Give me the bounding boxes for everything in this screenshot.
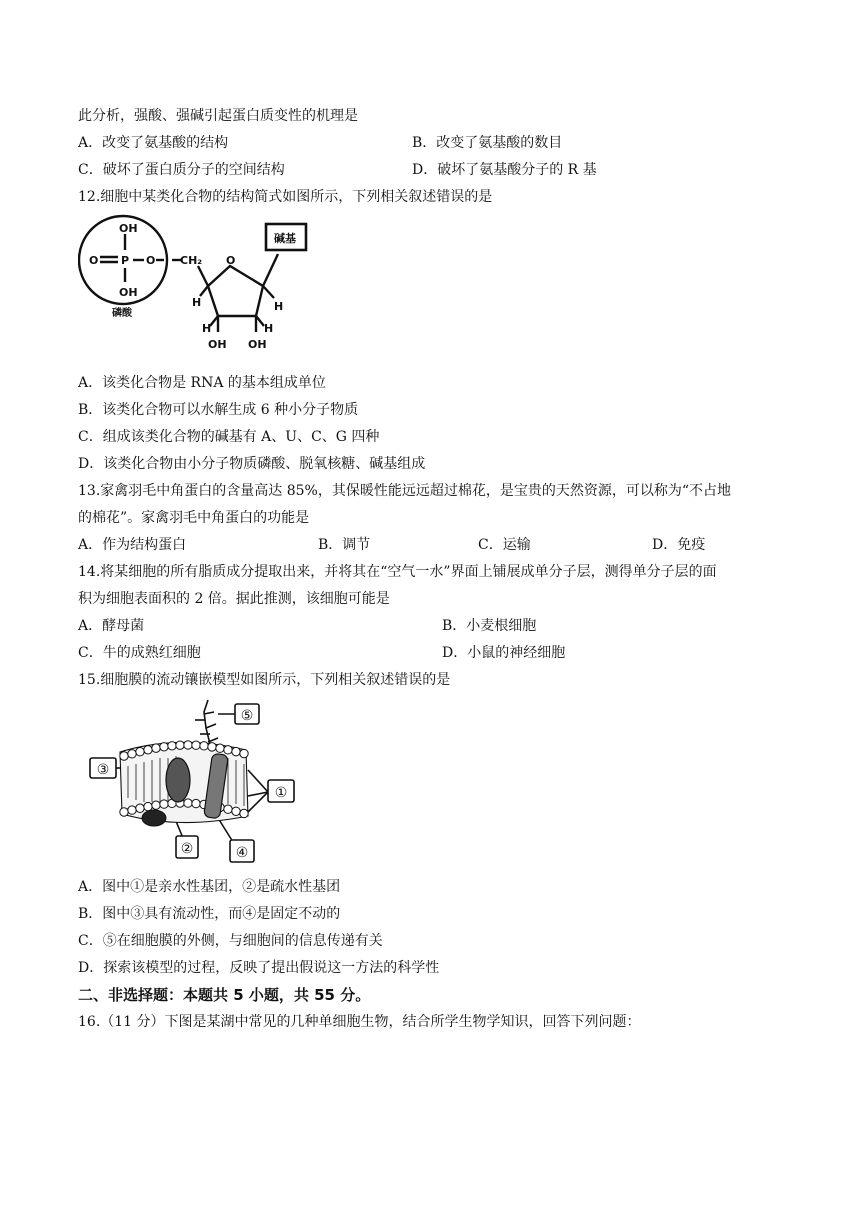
q12-option-d: D．该类化合物由小分子物质磷酸、脱氧核糖、碱基组成 [78,456,426,472]
label-4: ④ [235,845,249,861]
phospholipid-head [224,746,232,754]
phosphate-o-double: O [89,254,99,267]
phospholipid-head [168,742,176,750]
q12-option-a: A．该类化合物是 RNA 的基本组成单位 [78,375,326,391]
ring-oxygen: O [226,254,236,267]
q13-option-c: C．运输 [478,537,531,553]
label-5: ⑤ [240,708,254,724]
oh-label-2prime: OH [208,338,227,351]
phospholipid-head [240,809,248,817]
h-label-3: H [264,322,274,335]
phospholipid-head [120,752,128,760]
q11-option-a: A．改变了氨基酸的结构 [78,135,229,151]
phospholipid-head [240,749,248,757]
h-label-2: H [202,322,212,335]
q14-stem-line2: 积为细胞表面积的 2 倍。据此推测，该细胞可能是 [78,591,390,607]
phospholipid-head [224,805,232,813]
q16-stem: 16.（11 分）下图是某湖中常见的几种单细胞生物，结合所学生物学知识，回答下列问题： [78,1014,641,1030]
q12-option-c: C．组成该类化合物的碱基有 A、U、C、G 四种 [78,429,380,445]
phospholipid-head [136,748,144,756]
phospholipid-head [232,807,240,815]
nucleotide-structure-figure [78,214,318,356]
q13-option-b: B．调节 [318,537,371,553]
phospholipid-head [144,802,152,810]
phospholipid-head [128,750,136,758]
phospholipid-head [192,799,200,807]
ch2-label: CH₂ [180,254,203,267]
q13-stem-line2: 的棉花”。家禽羽毛中角蛋白的功能是 [78,510,310,526]
q14-option-c: C．牛的成熟红细胞 [78,645,201,661]
phosphate-p: P [121,254,130,267]
q15-option-d: D．探索该模型的过程，反映了提出假说这一方法的科学性 [78,960,440,976]
phospholipid-head [216,744,224,752]
phosphate-label: 磷酸 [112,308,132,319]
q11-stem-tail: 此分析，强酸、强碱引起蛋白质变性的机理是 [78,108,358,124]
q12-option-b: B．该类化合物可以水解生成 6 种小分子物质 [78,402,359,418]
q13-option-d: D．免疫 [652,537,706,553]
phosphate-oh-top: OH [119,222,138,235]
h-label-1: H [192,296,202,309]
section-2-title: 二、非选择题：本题共 5 小题，共 55 分。 [78,986,371,1004]
phospholipid-head [176,741,184,749]
phospholipid-head [208,743,216,751]
phospholipid-head [120,808,128,816]
label-2: ② [180,841,194,857]
q13-option-a: A．作为结构蛋白 [78,537,187,553]
q14-option-a: A．酵母菌 [78,618,145,634]
q14-stem-line1: 14.将某细胞的所有脂质成分提取出来，并将其在“空气一水”界面上铺展成单分子层，测得单分子层的面 [78,564,717,580]
phospholipid-head [192,741,200,749]
q15-stem: 15.细胞膜的流动镶嵌模型如图所示，下列相关叙述错误的是 [78,672,451,688]
phospholipid-head [136,804,144,812]
phospholipid-head [152,801,160,809]
h-label-4: H [274,300,284,313]
phospholipid-head [184,741,192,749]
phosphate-oh-bottom: OH [119,286,138,299]
fluid-mosaic-model-figure [78,694,318,870]
q12-stem: 12.细胞中某类化合物的结构简式如图所示，下列相关叙述错误的是 [78,189,493,205]
q15-option-a: A．图中①是亲水性基团，②是疏水性基团 [78,879,341,895]
phosphate-o-bridge: O [146,254,156,267]
phospholipid-head [184,799,192,807]
phospholipid-head [128,806,136,814]
phospholipid-head [232,747,240,755]
phospholipid-head [152,744,160,752]
phospholipid-head [200,742,208,750]
q14-option-b: B．小麦根细胞 [442,618,537,634]
q14-option-d: D．小鼠的神经细胞 [442,645,566,661]
label-1: ① [274,785,288,801]
phospholipid-head [160,800,168,808]
q13-stem-line1: 13.家禽羽毛中角蛋白的含量高达 85%，其保暖性能远远超过棉花，是宝贵的天然资源，可以称为“不占地 [78,483,731,499]
q15-option-c: C．⑤在细胞膜的外侧，与细胞间的信息传递有关 [78,933,383,949]
oh-label-3prime: OH [248,338,267,351]
phospholipid-head [144,746,152,754]
label-3: ③ [96,762,110,778]
phospholipid-head [160,743,168,751]
q15-option-b: B．图中③具有流动性，而④是固定不动的 [78,906,341,922]
base-label: 碱基 [274,232,296,245]
q11-option-b: B．改变了氨基酸的数目 [412,135,563,151]
q11-option-d: D．破坏了氨基酸分子的 R 基 [412,162,597,178]
q11-option-c: C．破坏了蛋白质分子的空间结构 [78,162,285,178]
